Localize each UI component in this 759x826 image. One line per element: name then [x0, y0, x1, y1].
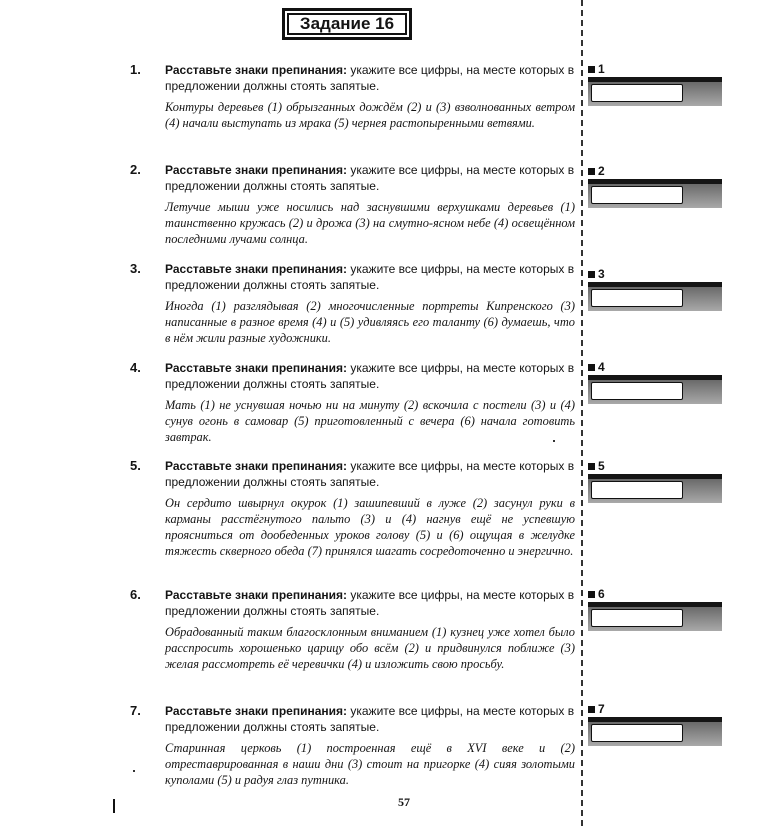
task-sentence: Иногда (1) разглядывая (2) многочисленные портреты Кипренского (3) написанные в разное время (4) и (5) удивляясь его таланту (6) думаешь, что в нём жили разные художники. — [165, 299, 575, 345]
task-instruction — [165, 62, 575, 94]
answer-label — [588, 63, 722, 75]
answer-bar — [588, 474, 722, 503]
instruction-text: укажите все цифры, на месте которых в предложении должны стоять запятые. — [165, 704, 575, 734]
answer-field[interactable] — [591, 724, 683, 742]
task-sentence: Летучие мыши уже носились над заснувшими верхушками деревьев (1) таинственно кружась (2) и дрожа (3) на смутно-ясном небе (4) освещённом последними лучами солнца. — [165, 200, 575, 246]
answer-box — [588, 703, 722, 746]
square-bullet-icon — [588, 463, 595, 470]
task-number: 2. — [130, 162, 141, 177]
task-number: 4. — [130, 360, 141, 375]
answer-number: 6 — [598, 587, 605, 601]
answer-bar — [588, 375, 722, 404]
answer-label — [588, 588, 722, 600]
task-instruction — [165, 458, 575, 490]
answer-box — [588, 361, 722, 404]
square-bullet-icon — [588, 168, 595, 175]
answer-bar — [588, 179, 722, 208]
task-number: 6. — [130, 587, 141, 602]
instruction-bold: Расставьте знаки препинания: — [165, 588, 348, 602]
task-number: 7. — [130, 703, 141, 718]
instruction-bold: Расставьте знаки препинания: — [165, 459, 348, 473]
answer-number: 1 — [598, 62, 605, 76]
task-item — [130, 261, 575, 346]
instruction-bold: Расставьте знаки препинания: — [165, 262, 348, 276]
answer-field[interactable] — [591, 289, 683, 307]
answer-field[interactable] — [591, 84, 683, 102]
instruction-text: укажите все цифры, на месте которых в предложении должны стоять запятые. — [165, 262, 575, 292]
task-number: 1. — [130, 62, 141, 77]
square-bullet-icon — [588, 364, 595, 371]
task-title: Задание 16 — [282, 8, 412, 40]
task-sentence: Контуры деревьев (1) обрызганных дождём (2) и (3) взволнованных ветром (4) начали выступать из мрака (5) чернея растопыренными ветвями. — [165, 100, 575, 130]
answer-number: 5 — [598, 459, 605, 473]
answer-label — [588, 703, 722, 715]
answer-label — [588, 268, 722, 280]
instruction-text: укажите все цифры, на месте которых в предложении должны стоять запятые. — [165, 361, 575, 391]
instruction-bold: Расставьте знаки препинания: — [165, 63, 348, 77]
answer-box — [588, 268, 722, 311]
answer-field[interactable] — [591, 609, 683, 627]
answer-box — [588, 588, 722, 631]
answer-field[interactable] — [591, 186, 683, 204]
task-item — [130, 587, 575, 672]
answer-field[interactable] — [591, 481, 683, 499]
answer-bar — [588, 602, 722, 631]
margin-mark — [113, 799, 115, 813]
scan-speck — [553, 440, 555, 442]
task-number: 5. — [130, 458, 141, 473]
task-item — [130, 458, 575, 559]
square-bullet-icon — [588, 66, 595, 73]
task-instruction — [165, 703, 575, 735]
square-bullet-icon — [588, 706, 595, 713]
answer-label — [588, 361, 722, 373]
instruction-text: укажите все цифры, на месте которых в предложении должны стоять запятые. — [165, 63, 575, 93]
instruction-bold: Расставьте знаки препинания: — [165, 361, 348, 375]
instruction-bold: Расставьте знаки препинания: — [165, 163, 348, 177]
task-sentence: Обрадованный таким благосклонным вниманием (1) кузнец уже хотел было расспросить хорошенько царицу обо всём (2) и придвинулся поближе (3) желая рассмотреть её черевички (4) и изложить свою просьбу. — [165, 625, 575, 671]
task-instruction — [165, 360, 575, 392]
task-instruction — [165, 261, 575, 293]
answer-label — [588, 165, 722, 177]
answer-bar — [588, 717, 722, 746]
answer-box — [588, 460, 722, 503]
task-item — [130, 360, 575, 445]
task-sentence: Он сердито швырнул окурок (1) зашипевший в луже (2) засунул руки в карманы расстёгнутого пальто (3) и (4) нагнув ещё не успевшую проясниться от дообеденных уроков голову (5) и (6) ощущая в желудке тяжесть скверного обеда (7) принялся шагать сосредоточенно и энергично. — [165, 496, 575, 558]
task-instruction — [165, 162, 575, 194]
answer-field[interactable] — [591, 382, 683, 400]
task-item — [130, 62, 575, 131]
task-item — [130, 162, 575, 247]
answer-number: 4 — [598, 360, 605, 374]
instruction-text: укажите все цифры, на месте которых в предложении должны стоять запятые. — [165, 459, 575, 489]
task-sentence: Старинная церковь (1) построенная ещё в XVI веке и (2) отреставрированная в наши дни (3) стоит на пригорке (4) сияя золотыми куполами (5) и радуя глаз путника. — [165, 741, 575, 787]
answer-number: 7 — [598, 702, 605, 716]
square-bullet-icon — [588, 271, 595, 278]
instruction-text: укажите все цифры, на месте которых в предложении должны стоять запятые. — [165, 163, 575, 193]
answer-box — [588, 165, 722, 208]
page-number: 57 — [398, 795, 410, 809]
answer-label — [588, 460, 722, 472]
instruction-text: укажите все цифры, на месте которых в предложении должны стоять запятые. — [165, 588, 575, 618]
answer-bar — [588, 77, 722, 106]
square-bullet-icon — [588, 591, 595, 598]
cut-line-divider — [581, 0, 583, 826]
answer-number: 2 — [598, 164, 605, 178]
task-instruction — [165, 587, 575, 619]
task-number: 3. — [130, 261, 141, 276]
answer-box — [588, 63, 722, 106]
answer-bar — [588, 282, 722, 311]
instruction-bold: Расставьте знаки препинания: — [165, 704, 348, 718]
task-item — [130, 703, 575, 788]
scan-speck — [133, 770, 135, 772]
answer-number: 3 — [598, 267, 605, 281]
task-sentence: Мать (1) не уснувшая ночью ни на минуту (2) вскочила с постели (3) и (4) сунув огонь в самовар (5) приготовленный с вечера (6) начала готовить завтрак. — [165, 398, 575, 444]
